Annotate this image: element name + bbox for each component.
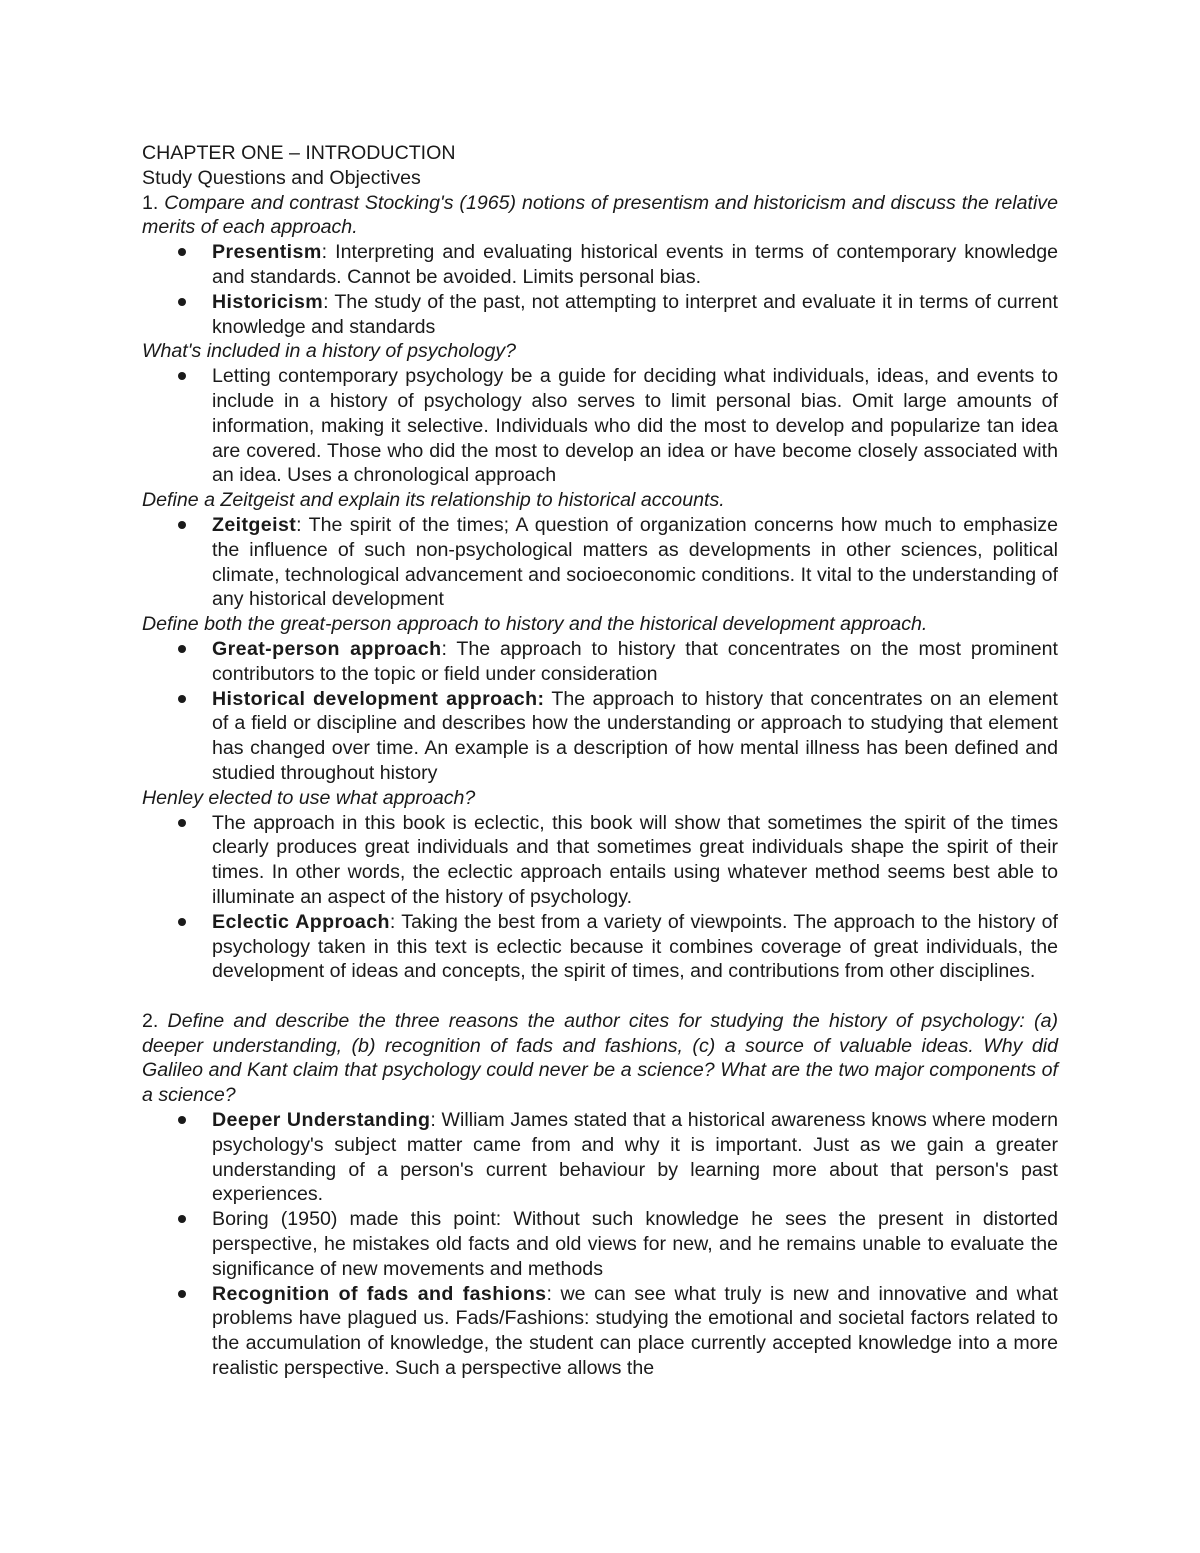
list-item (212, 1282, 1058, 1381)
definition: : The approach to history that concentrates on the most prominent contributors to the topic or field under consideration (212, 637, 1058, 685)
bullet-icon (178, 298, 186, 306)
term: Deeper Understanding (212, 1109, 431, 1132)
definition: : Taking the best from a variety of viewpoints. The approach to the history of psychology taken in this text is eclectic because it combines coverage of great individuals, the development of ideas and concepts, the spirit of times, and contributions from other disciplines. (212, 910, 1058, 983)
list-item (212, 1207, 1058, 1281)
question-henley: Henley elected to use what approach? (142, 786, 476, 809)
bullet-icon (178, 1290, 186, 1298)
question-henley-list (142, 811, 1058, 985)
term: Zeitgeist (212, 513, 297, 536)
question-number: 2. (142, 1009, 159, 1032)
list-item (212, 290, 1058, 340)
definition: : William James stated that a historical awareness knows where modern psychology's subject matter came from and why it is important. Just as we gain a greater understanding of a person's current behaviour by learning more about that person's past experiences. (212, 1109, 1058, 1206)
bullet-icon (178, 521, 186, 529)
list-item (212, 637, 1058, 687)
section-subtitle: Study Questions and Objectives (142, 166, 421, 189)
list-item (212, 240, 1058, 290)
blank-line (142, 984, 1058, 1009)
term: Great-person approach (212, 637, 442, 660)
question-zeitgeist: Define a Zeitgeist and explain its relationship to historical accounts. (142, 489, 725, 512)
definition: Letting contemporary psychology be a guide for deciding what individuals, ideas, and events to include in a history of psychology also serves to limit personal bias. Omit large amounts of information, making it selective. Individuals who did the most to develop and popularize tan idea are covered. Those who did the most to develop an idea or have become closely associated with an idea. Uses a chronological approach (212, 365, 1058, 487)
question-approaches: Define both the great-person approach to history and the historical development approach. (142, 613, 928, 636)
definition: The approach to history that concentrates on an element of a field or discipline and describes how the understanding or approach to studying that element has changed over time. An example is a description of how mental illness has been defined and studied throughout history (212, 687, 1058, 784)
list-item (212, 364, 1058, 488)
question-text: Define and describe the three reasons the author cites for studying the history of psychology: (a) deeper understanding, (b) recognition of fads and fashions, (c) a source of valuable ideas. Why did Galileo and Kant claim that psychology could never be a science? What are the two major components of a science? (142, 1009, 1058, 1107)
question-included: What's included in a history of psychology? (142, 340, 517, 363)
list-item (212, 513, 1058, 612)
definition: : The study of the past, not attempting to interpret and evaluate it in terms of current knowledge and standards (212, 290, 1058, 338)
document-page (142, 141, 1058, 1381)
term: Historicism (212, 290, 324, 313)
list-item (212, 687, 1058, 786)
definition: Boring (1950) made this point: Without such knowledge he sees the present in distorted perspective, he mistakes old facts and old views for new, and he remains unable to evaluate the significance of new movements and methods (212, 1208, 1058, 1280)
question-1 (142, 191, 1058, 241)
bullet-icon (178, 248, 186, 256)
definition: : The spirit of the times; A question of organization concerns how much to emphasize the influence of such non-psychological matters as developments in other sciences, political climate, technological advancement and socioeconomic conditions. It vital to the understanding of any historical development (212, 513, 1058, 611)
question-zeitgeist-list (142, 513, 1058, 612)
bullet-icon (178, 1215, 186, 1223)
list-item (212, 910, 1058, 984)
chapter-title: CHAPTER ONE – INTRODUCTION (142, 142, 456, 164)
question-1-list (142, 240, 1058, 339)
question-2 (142, 1009, 1058, 1108)
term: Recognition of fads and fashions (212, 1282, 547, 1305)
question-2-list (142, 1108, 1058, 1381)
list-item (212, 811, 1058, 910)
bullet-icon (178, 1116, 186, 1124)
list-item (212, 1108, 1058, 1207)
question-text: Compare and contrast Stocking's (1965) notions of presentism and historicism and discuss the relative merits of each approach. (142, 191, 1058, 239)
definition: : Interpreting and evaluating historical events in terms of contemporary knowledge and standards. Cannot be avoided. Limits personal bias. (212, 241, 1058, 288)
definition: The approach in this book is eclectic, this book will show that sometimes the spirit of the times clearly produces great individuals and that sometimes great individuals shape the spirit of their times. In other words, the eclectic approach entails using whatever method seems best able to illuminate an aspect of the history of psychology. (212, 811, 1058, 908)
bullet-icon (178, 695, 186, 703)
bullet-icon (178, 372, 186, 380)
term: Historical development approach: (212, 687, 545, 710)
bullet-icon (178, 918, 186, 926)
bullet-icon (178, 645, 186, 653)
term: Eclectic Approach (212, 910, 390, 933)
definition: : we can see what truly is new and innovative and what problems have plagued us. Fads/Fashions: studying the emotional and societal factors related to the accumulation of knowledge, the student can place currently accepted knowledge into a more realistic perspective. Such a perspective allows the (212, 1282, 1058, 1380)
question-approaches-list (142, 637, 1058, 786)
bullet-icon (178, 819, 186, 827)
question-included-list (142, 364, 1058, 488)
question-number: 1. (142, 191, 159, 214)
term: Presentism (212, 241, 322, 264)
